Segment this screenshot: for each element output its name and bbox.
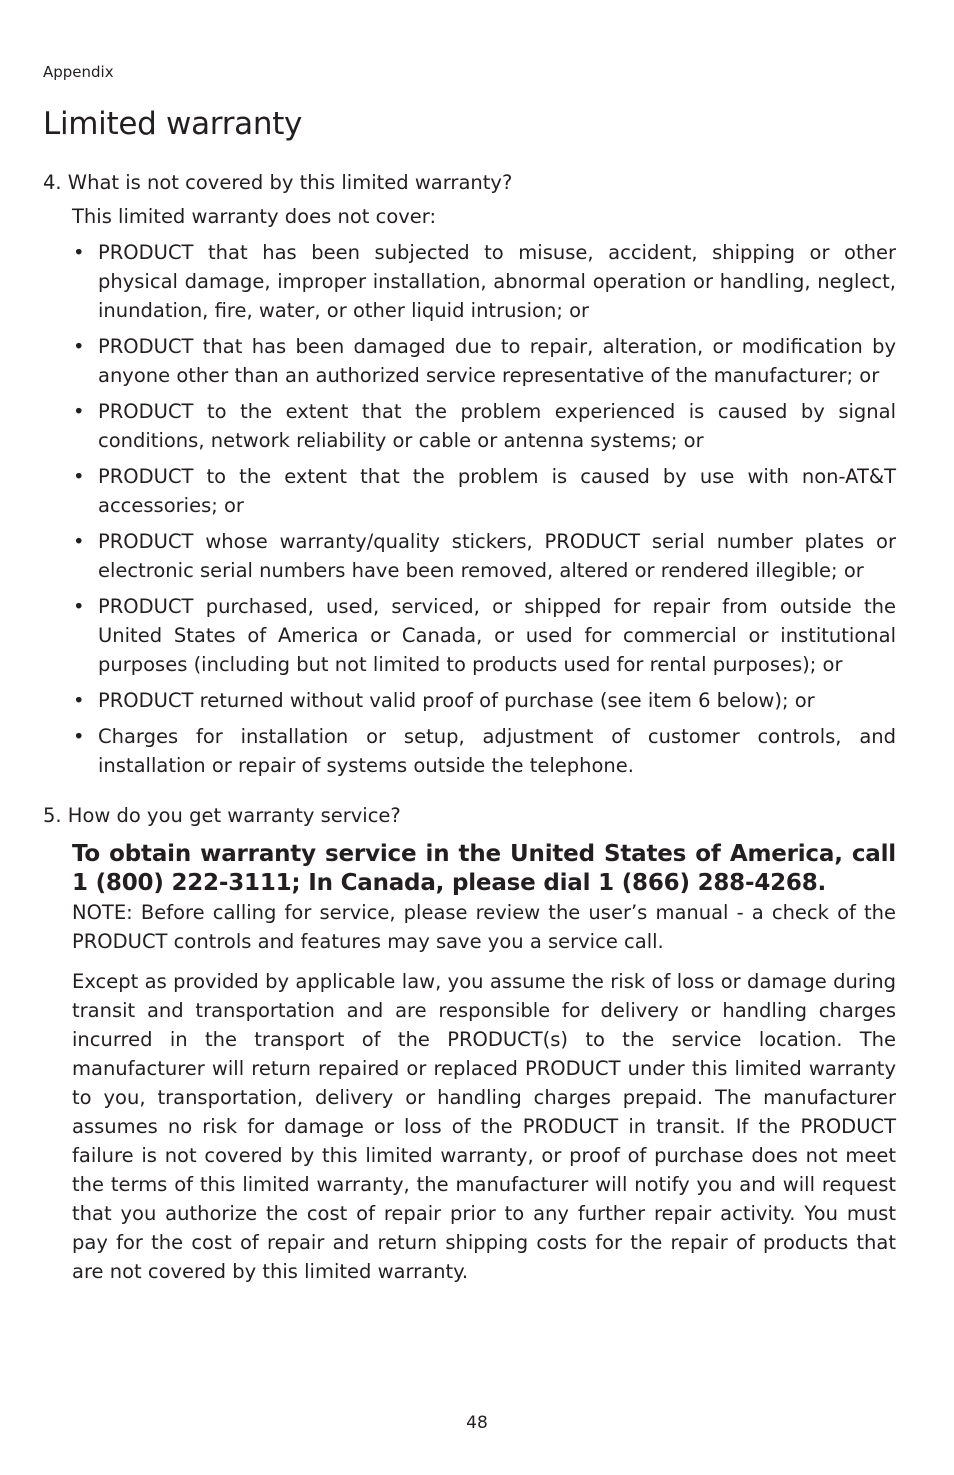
bullet-icon: • (73, 530, 85, 553)
bullet-icon: • (73, 335, 85, 358)
list-item-text: Charges for installation or setup, adjustment of customer controls, and installation or repair of systems outside the telephone. (98, 725, 896, 777)
page-title: Limited warranty (43, 106, 303, 142)
question-4-lead: This limited warranty does not cover: (72, 205, 437, 228)
list-item (72, 332, 896, 390)
list-item-text: PRODUCT to the extent that the problem experienced is caused by signal conditions, network reliability or cable or antenna systems; or (98, 400, 896, 452)
list-item (72, 397, 896, 455)
section-label: Appendix (43, 63, 114, 81)
list-item (72, 527, 896, 585)
bullet-icon: • (73, 689, 85, 712)
bullet-icon: • (73, 241, 85, 264)
list-item-text: PRODUCT returned without valid proof of purchase (see item 6 below); or (98, 689, 815, 712)
transit-risk-paragraph: Except as provided by applicable law, you assume the risk of loss or damage during transit and transportation and are responsible for delivery or handling charges incurred in the transport of the PRODUCT(s) to the service location. The manufacturer will return repaired or replaced PRODUCT under this limited warranty to you, transportation, delivery or handling charges prepaid. The manufacturer assumes no risk for damage or loss of the PRODUCT in transit. If the PRODUCT failure is not covered by this limited warranty, or proof of purchase does not meet the terms of this limited warranty, the manufacturer will notify you and will request that you authorize the cost of repair prior to any further repair activity. You must pay for the cost of repair and return shipping costs for the repair of products that are not covered by this limited warranty. (72, 970, 896, 1283)
bullet-icon: • (73, 595, 85, 618)
question-5-heading: 5. How do you get warranty service? (43, 804, 401, 827)
bullet-icon: • (73, 725, 85, 748)
list-item-text: PRODUCT purchased, used, serviced, or shipped for repair from outside the United States of America or Canada, or used for commercial or institutional purposes (including but not limited to products used for rental purposes); or (98, 595, 896, 676)
service-note: NOTE: Before calling for service, please review the user’s manual - a check of the PRODUCT controls and features may save you a service call. (72, 901, 896, 953)
list-item (72, 722, 896, 780)
list-item (72, 686, 896, 715)
list-item-text: PRODUCT whose warranty/quality stickers, PRODUCT serial number plates or electronic serial numbers have been removed, altered or rendered illegible; or (98, 530, 896, 582)
not-covered-list (72, 238, 896, 780)
warranty-service-callout: To obtain warranty service in the United States of America, call 1 (800) 222-3111; In Canada, please dial 1 (866) 288-4268. (72, 841, 896, 896)
question-4-heading: 4. What is not covered by this limited warranty? (43, 171, 513, 194)
list-item-text: PRODUCT to the extent that the problem is caused by use with non-AT&T accessories; or (98, 465, 896, 517)
warranty-content (43, 168, 896, 1286)
list-item (72, 592, 896, 679)
page-number: 48 (466, 1413, 488, 1433)
list-item (72, 238, 896, 325)
list-item (72, 462, 896, 520)
bullet-icon: • (73, 400, 85, 423)
list-item-text: PRODUCT that has been damaged due to repair, alteration, or modification by anyone other than an authorized service representative of the manufacturer; or (98, 335, 896, 387)
bullet-icon: • (73, 465, 85, 488)
list-item-text: PRODUCT that has been subjected to misuse, accident, shipping or other physical damage, improper installation, abnormal operation or handling, neglect, inundation, fire, water, or other liquid intrusion; or (98, 241, 896, 322)
